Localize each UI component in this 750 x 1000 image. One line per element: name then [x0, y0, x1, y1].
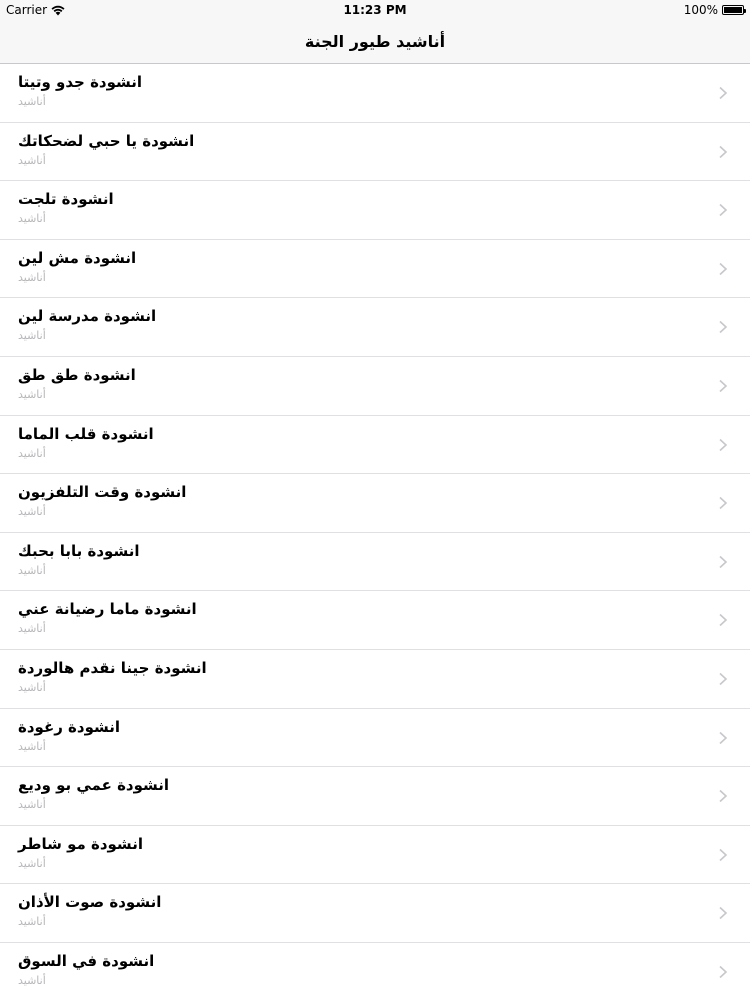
list-item-title: انشودة قلب الماما [18, 424, 154, 443]
list-item[interactable] [0, 64, 750, 123]
chevron-right-icon [716, 731, 730, 745]
list-item-subtitle: أناشيد [18, 446, 46, 460]
navigation-bar [0, 20, 750, 64]
list-item-title: انشودة مش لين [18, 248, 137, 267]
list-item[interactable] [0, 298, 750, 357]
list-item[interactable] [0, 357, 750, 416]
list-item-subtitle: أناشيد [18, 739, 46, 753]
list-item[interactable] [0, 826, 750, 885]
list-item[interactable] [0, 181, 750, 240]
list-item-title: انشودة وقت التلفزيون [18, 483, 187, 502]
list-item-title: انشودة ماما رضيانة عني [18, 600, 197, 619]
list-item-title: انشودة مو شاطر [18, 834, 143, 853]
chevron-right-icon [716, 672, 730, 686]
list-item-subtitle: أناشيد [18, 856, 46, 870]
list-item-subtitle: أناشيد [18, 973, 46, 987]
chevron-right-icon [716, 496, 730, 510]
chevron-right-icon [716, 320, 730, 334]
battery-percent: 100% [683, 3, 718, 17]
status-time: 11:23 PM [343, 3, 407, 17]
chevron-right-icon [716, 965, 730, 979]
list-item[interactable] [0, 591, 750, 650]
list-item-title: انشودة يا حبي لضحكاتك [18, 131, 195, 150]
chevron-right-icon [716, 145, 730, 159]
list-item-title: انشودة طق طق [18, 365, 136, 384]
page-title: أناشيد طيور الجنة [304, 32, 446, 51]
list-item-subtitle: أناشيد [18, 212, 46, 226]
list-item-subtitle: أناشيد [18, 563, 46, 577]
chevron-right-icon [716, 613, 730, 627]
list-item-subtitle: أناشيد [18, 95, 46, 108]
list-item-title: انشودة عمي بو وديع [18, 776, 170, 795]
list-item-title: انشودة جدو وتيتا [18, 73, 143, 91]
list-item[interactable] [0, 943, 750, 1000]
list-item-title: انشودة في السوق [18, 951, 155, 970]
chevron-right-icon [716, 86, 730, 100]
list-item-subtitle: أناشيد [18, 329, 46, 343]
list-item-title: انشودة مدرسة لين [18, 307, 157, 326]
list-item[interactable] [0, 884, 750, 943]
list-item-subtitle: أناشيد [18, 505, 46, 519]
list-item[interactable] [0, 650, 750, 709]
list-item-title: انشودة رغودة [18, 717, 121, 736]
chevron-right-icon [716, 203, 730, 217]
chevron-right-icon [716, 848, 730, 862]
battery-info [684, 3, 744, 17]
list-item-subtitle: أناشيد [18, 680, 46, 694]
list-item[interactable] [0, 767, 750, 826]
list-item[interactable] [0, 240, 750, 299]
list-item-subtitle: أناشيد [18, 915, 46, 929]
anashid-list[interactable] [0, 64, 750, 1000]
status-bar [0, 0, 750, 20]
list-item-title: انشودة صوت الأذان [18, 893, 162, 912]
list-item[interactable] [0, 474, 750, 533]
list-item-subtitle: أناشيد [18, 387, 46, 401]
battery-icon [722, 5, 744, 15]
list-item-subtitle: أناشيد [18, 270, 46, 284]
list-item-subtitle: أناشيد [18, 153, 46, 167]
list-item-title: انشودة تلجت [18, 190, 114, 209]
chevron-right-icon [716, 906, 730, 920]
chevron-right-icon [716, 379, 730, 393]
chevron-right-icon [716, 555, 730, 569]
list-item[interactable] [0, 709, 750, 768]
carrier-label: Carrier [6, 3, 48, 17]
chevron-right-icon [716, 262, 730, 276]
list-item-subtitle: أناشيد [18, 798, 46, 812]
list-item-title: انشودة جينا نقدم هالوردة [18, 658, 207, 677]
list-item[interactable] [0, 533, 750, 592]
chevron-right-icon [716, 789, 730, 803]
list-item[interactable] [0, 123, 750, 182]
list-item[interactable] [0, 416, 750, 475]
list-item-subtitle: أناشيد [18, 622, 46, 636]
list-item-title: انشودة بابا بحبك [18, 541, 140, 560]
chevron-right-icon [716, 438, 730, 452]
